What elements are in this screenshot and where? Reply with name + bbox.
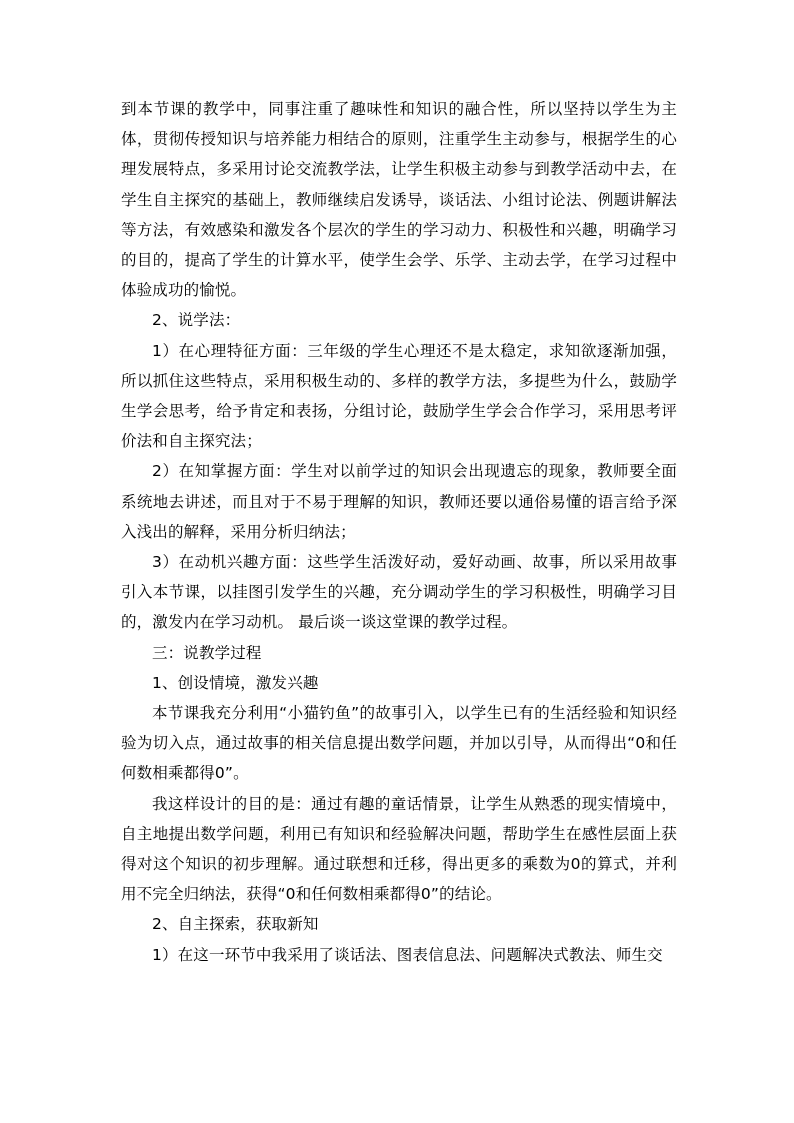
paragraph-teaching-method-summary: 到本节课的教学中，同事注重了趣味性和知识的融合性，所以坚持以学生为主体，贯彻传授知识与培养能力相结合的原则，注重学生主动参与，根据学生的心理发展特点，多采用讨论交流教学法，让学生积极主动参与到教学活动中去，在学生自主探究的基础上，教师继续启发诱导，谈话法、小组讨论法、例题讲解法等方法，有效感染和激发各个层次的学生的学习动力、积极性和兴趣，明确学习的目的，提高了学生的计算水平，使学生会学、乐学、主动去学，在学习过程中体验成功的愉悦。 (121, 100, 677, 300)
subheading-create-situation: 1、创设情境，激发兴趣 (152, 673, 319, 692)
paragraph-knowledge-mastery: 2）在知掌握方面：学生对以前学过的知识会出现遗忘的现象，教师要全面系统地去讲述，而且对于不易于理解的知识，教师还要以通俗易懂的语言给予深入浅出的解释，采用分析归纳法； (121, 462, 677, 541)
section-heading-learning-method: 2、说学法： (152, 311, 241, 330)
paragraph-psychological-traits: 1）在心理特征方面：三年级的学生心理还不是太稳定，求知欲逐渐加强，所以抓住这些特点，采用积极生动的、多样的教学方法，多提些为什么，鼓励学生学会思考，给予肯定和表扬，分组讨论，鼓励学生学会合作学习，采用思考评价法和自主探究法； (121, 341, 677, 451)
paragraph-methods-used: 1）在这一环节中我采用了谈话法、图表信息法、问题解决式教法、师生交 (152, 945, 663, 964)
subheading-independent-exploration: 2、自主探索，获取新知 (152, 915, 319, 934)
paragraph-design-purpose: 我这样设计的目的是：通过有趣的童话情景，让学生从熟悉的现实情境中，自主地提出数学问题，利用已有知识和经验解决问题，帮助学生在感性层面上获得对这个知识的初步理解。通过联想和迁移，得出更多的乘数为0的算式，并利用不完全归纳法，获得“0和任何数相乘都得0”的结论。 (121, 794, 677, 904)
paragraph-motivation-interest: 3）在动机兴趣方面：这些学生活泼好动，爱好动画、故事，所以采用故事引入本节课，以挂图引发学生的兴趣，充分调动学生的学习积极性，明确学习目的，激发内在学习动机。 最后谈一谈这堂课的教学过程。 (121, 553, 677, 632)
document-page (121, 94, 677, 970)
section-heading-teaching-process: 三：说教学过程 (152, 643, 262, 662)
paragraph-story-introduction: 本节课我充分利用“小猫钓鱼”的故事引入，以学生已有的生活经验和知识经验为切入点，通过故事的相关信息提出数学问题，并加以引导，从而得出“0和任何数相乘都得0”。 (121, 704, 677, 783)
